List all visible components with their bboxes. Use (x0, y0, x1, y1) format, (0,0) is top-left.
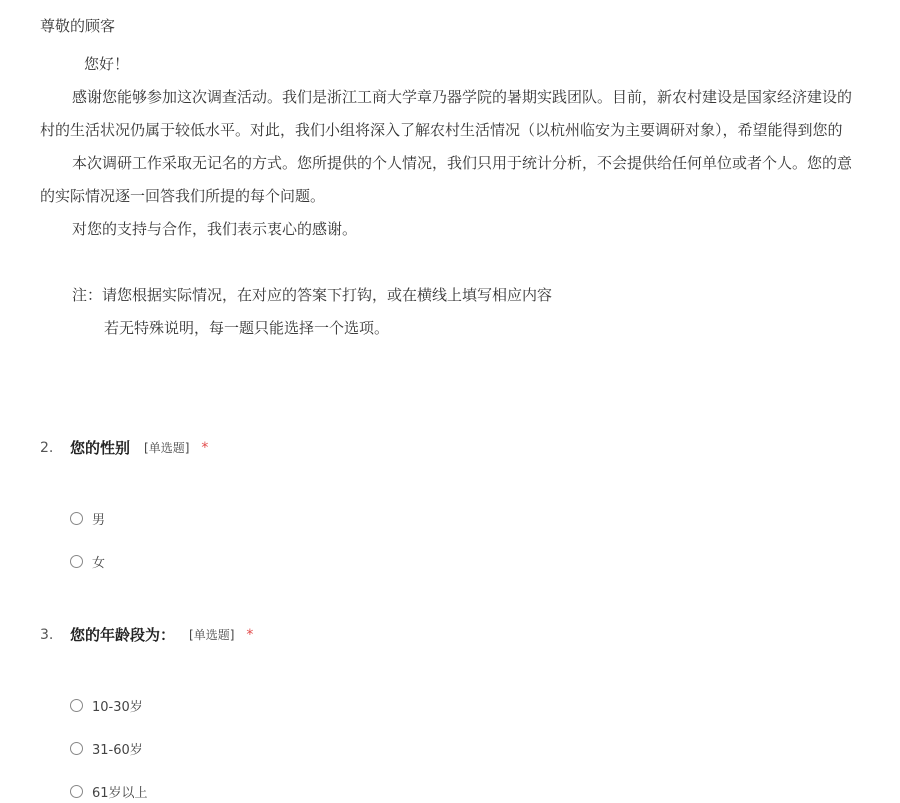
question-type-label: [单选题] (144, 441, 190, 455)
intro-paragraph-3: 对您的支持与合作，我们表示衷心的感谢。 (72, 220, 358, 238)
radio-button[interactable] (70, 555, 83, 568)
required-mark: * (246, 627, 254, 643)
intro-paragraph-2-line-1: 本次调研工作采取无记名的方式。您所提供的个人情况，我们只用于统计分析，不会提供给任何单位或者个人。您的意 (72, 154, 853, 172)
intro-paragraph-2-line-2: 的实际情况逐一回答我们所提的每个问题。 (40, 187, 326, 205)
question-number: 2. (40, 440, 54, 456)
radio-button[interactable] (70, 742, 83, 755)
question-gender (40, 436, 860, 576)
question-age-range (40, 623, 860, 800)
intro-paragraph-1-line-1: 感谢您能够参加这次调查活动。我们是浙江工商大学章乃器学院的暑期实践团队。目前，新农村建设是国家经济建设的 (72, 88, 853, 106)
option-age-10-30[interactable] (70, 693, 143, 717)
note-line-2: 若无特殊说明，每一题只能选择一个选项。 (104, 319, 390, 337)
question-number: 3. (40, 627, 54, 643)
option-label: 31-60岁 (92, 742, 143, 758)
note-line-1: 注：请您根据实际情况，在对应的答案下打钩，或在横线上填写相应内容 (72, 286, 553, 304)
option-female[interactable] (70, 549, 105, 573)
survey-intro (40, 14, 900, 349)
question-header (40, 436, 860, 460)
question-header (40, 623, 860, 647)
question-title: 您的性别 (70, 439, 131, 457)
option-age-61-plus[interactable] (70, 779, 148, 803)
question-title: 您的年龄段为： (70, 626, 176, 644)
option-label: 女 (92, 555, 106, 571)
salutation: 尊敬的顾客 (40, 17, 116, 35)
option-label: 61岁以上 (92, 785, 148, 801)
required-mark: * (201, 440, 209, 456)
radio-button[interactable] (70, 699, 83, 712)
spacer (40, 250, 900, 283)
option-label: 10-30岁 (92, 699, 143, 715)
radio-button[interactable] (70, 512, 83, 525)
question-type-label: [单选题] (189, 628, 235, 642)
option-label: 男 (92, 512, 106, 528)
option-male[interactable] (70, 506, 105, 530)
intro-paragraph-1-line-2: 村的生活状况仍属于较低水平。对此，我们小组将深入了解农村生活情况（以杭州临安为主要调研对象），希望能得到您的 (40, 121, 843, 139)
greeting: 您好！ (84, 55, 130, 73)
option-age-31-60[interactable] (70, 736, 143, 760)
radio-button[interactable] (70, 785, 83, 798)
